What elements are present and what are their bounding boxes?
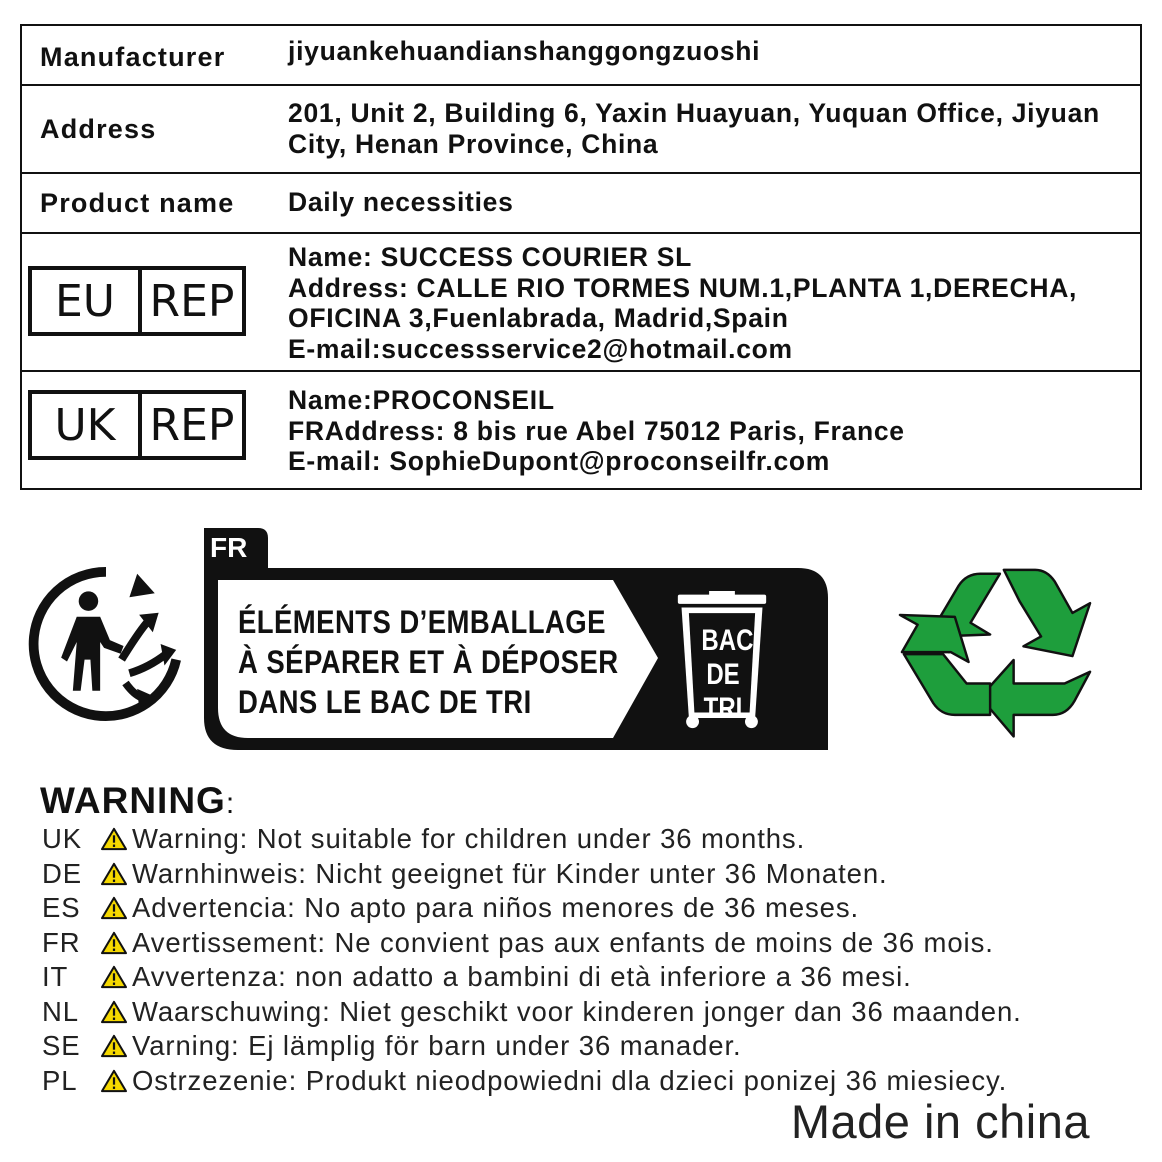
warning-line [42, 1064, 1022, 1099]
warning-text: Warning: Not suitable for children under 36 months. [132, 823, 806, 855]
eu-rep-badge-label: REP [149, 275, 235, 327]
eu-rep-line: E-mail:successservice2@hotmail.com [288, 333, 793, 364]
warning-triangle-icon [96, 862, 132, 886]
warning-text: Avvertenza: non adatto a bambini di età inferiore a 36 mesi. [132, 961, 912, 993]
info-tri-text [238, 602, 619, 722]
address-label: Address [40, 114, 157, 144]
bin-line: TRI [703, 692, 743, 725]
eu-rep-line: Name: SUCCESS COURIER SL [288, 242, 693, 272]
language-code: IT [42, 961, 69, 993]
manufacturer-row [22, 26, 1140, 86]
language-code: NL [42, 995, 79, 1027]
uk-rep-line: FRAddress: 8 bis rue Abel 75012 Paris, France [288, 415, 905, 446]
bin-line: BAC [701, 624, 754, 657]
warning-text: Warnhinweis: Nicht geeignet für Kinder unter 36 Monaten. [132, 857, 888, 889]
info-table [20, 24, 1142, 490]
warning-triangle-icon [96, 965, 132, 989]
warning-triangle-icon [96, 931, 132, 955]
warning-text: Waarschuwing: Niet geschikt voor kinderen jonger dan 36 maanden. [132, 995, 1022, 1027]
warning-triangle-icon [96, 1034, 132, 1058]
eu-rep-row [22, 234, 1140, 372]
eu-rep-badge [28, 266, 246, 336]
uk-rep-badge-label: REP [149, 399, 235, 451]
warning-text: Advertencia: No apto para niños menores de 36 meses. [132, 892, 860, 924]
info-tri-line: À SÉPARER ET À DÉPOSER [238, 644, 619, 680]
triman-icon [28, 566, 184, 722]
address-line-1: 201, Unit 2, Building 6, Yaxin Huayuan, Yuquan Office, Jiyuan [288, 98, 1100, 128]
warning-list [42, 822, 1022, 1098]
recycle-icon [898, 560, 1094, 760]
language-code: UK [42, 823, 83, 855]
info-tri-label [198, 528, 828, 756]
language-code: FR [42, 926, 81, 958]
uk-rep-line: E-mail: SophieDupont@proconseilfr.com [288, 446, 831, 476]
warning-triangle-icon [96, 896, 132, 920]
language-code: DE [42, 857, 83, 889]
warning-title: WARNING [40, 780, 226, 821]
warning-line [42, 926, 1022, 961]
warning-line [42, 995, 1022, 1030]
made-in-label: Made in china [790, 1095, 1090, 1148]
uk-rep-badge [28, 390, 246, 460]
eu-rep-line: Address: CALLE RIO TORMES NUM.1,PLANTA 1,DERECHA, [288, 272, 1078, 303]
product-value: Daily necessities [288, 187, 514, 217]
manufacturer-label: Manufacturer [40, 42, 226, 72]
language-code: ES [42, 892, 81, 924]
warning-line [42, 857, 1022, 892]
uk-rep-line: Name:PROCONSEIL [288, 385, 555, 415]
info-tri-line: ÉLÉMENTS D’EMBALLAGE [238, 604, 606, 640]
product-row [22, 174, 1140, 234]
eu-rep-details [288, 242, 1126, 364]
warning-triangle-icon [96, 1000, 132, 1024]
warning-title-colon: : [225, 787, 236, 820]
warning-triangle-icon [96, 827, 132, 851]
warning-line [42, 822, 1022, 857]
eu-rep-line: OFICINA 3,Fuenlabrada, Madrid,Spain [288, 303, 789, 333]
eu-badge-label: EU [32, 270, 142, 332]
warning-text: Avertissement: Ne convient pas aux enfants de moins de 36 mois. [132, 926, 994, 958]
warning-heading [40, 780, 235, 822]
warning-text: Ostrzezenie: Produkt nieodpowiedni dla dzieci ponizej 36 miesiecy. [132, 1064, 1008, 1096]
uk-badge-label: UK [32, 394, 142, 456]
warning-text: Varning: Ej lämplig för barn under 36 manader. [132, 1030, 742, 1062]
uk-rep-details [288, 385, 1126, 477]
language-code: SE [42, 1030, 81, 1062]
address-line-2: City, Henan Province, China [288, 128, 659, 159]
warning-line [42, 1029, 1022, 1064]
info-tri-line: DANS LE BAC DE TRI [238, 684, 532, 720]
warning-triangle-icon [96, 1069, 132, 1093]
info-tri-tab-label: FR [210, 532, 248, 563]
address-row [22, 86, 1140, 174]
uk-rep-row [22, 372, 1140, 488]
address-value [288, 98, 1126, 159]
bin-text [701, 624, 754, 726]
product-label: Product name [40, 188, 235, 218]
manufacturer-value: jiyuankehuandianshanggongzuoshi [288, 36, 761, 66]
warning-line [42, 891, 1022, 926]
warning-line [42, 960, 1022, 995]
bin-line: DE [706, 658, 740, 691]
language-code: PL [42, 1064, 78, 1096]
